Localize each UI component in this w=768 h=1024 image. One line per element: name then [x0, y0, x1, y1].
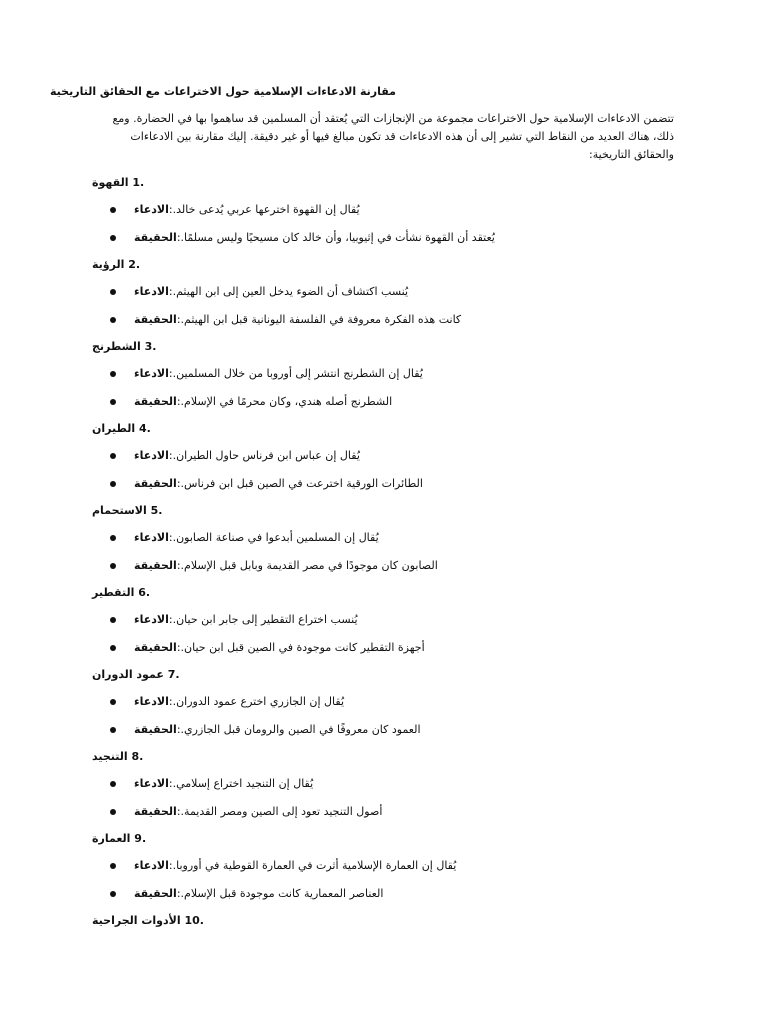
claim-item-5	[110, 530, 379, 546]
fact-line	[134, 722, 421, 738]
fact-label: الحقيقة	[134, 641, 177, 654]
fact-line	[134, 804, 382, 820]
claim-text: يُقال إن عباس ابن فرناس حاول الطيران.	[172, 449, 360, 462]
claim-line	[134, 612, 358, 628]
fact-item-9	[110, 886, 383, 902]
section-title: الأدوات الجراحية	[92, 914, 181, 927]
section-number: 7.	[167, 668, 180, 681]
claim-line	[134, 858, 456, 874]
bullet-icon	[110, 481, 116, 487]
claim-item-3	[110, 366, 423, 382]
label-colon: :	[168, 203, 173, 216]
fact-text: الشطرنج أصله هندي، وكان محرمًا في الإسلام.	[180, 395, 393, 408]
fact-item-4	[110, 476, 423, 492]
section-title: التنجيد	[92, 750, 128, 763]
claim-line	[134, 284, 408, 300]
fact-label: الحقيقة	[134, 313, 177, 326]
fact-label: الحقيقة	[134, 723, 177, 736]
fact-label: الحقيقة	[134, 805, 177, 818]
bullet-icon	[110, 863, 116, 869]
section-heading-3	[92, 339, 492, 355]
bullet-icon	[110, 399, 116, 405]
label-colon: :	[168, 531, 173, 544]
claim-item-1	[110, 202, 360, 218]
section-number: 5.	[150, 504, 163, 517]
claim-item-2	[110, 284, 408, 300]
claim-label: الادعاء	[134, 695, 169, 708]
fact-text: الطائرات الورقية اخترعت في الصين قبل ابن فرناس.	[180, 477, 423, 490]
claim-text: يُقال إن الجازري اخترع عمود الدوران.	[172, 695, 345, 708]
fact-item-7	[110, 722, 421, 738]
bullet-icon	[110, 809, 116, 815]
fact-text: العناصر المعمارية كانت موجودة قبل الإسلام.	[180, 887, 384, 900]
fact-label: الحقيقة	[134, 559, 177, 572]
section-heading-10	[92, 913, 492, 929]
fact-item-5	[110, 558, 438, 574]
label-colon: :	[176, 395, 181, 408]
label-colon: :	[168, 777, 173, 790]
section-number: 2.	[128, 258, 141, 271]
claim-line	[134, 366, 423, 382]
label-colon: :	[176, 723, 181, 736]
section-title: التقطير	[92, 586, 135, 599]
claim-text: يُقال إن الشطرنج انتشر إلى أوروبا من خلال المسلمين.	[172, 367, 423, 380]
claim-item-9	[110, 858, 456, 874]
section-heading-7	[92, 667, 492, 683]
fact-label: الحقيقة	[134, 477, 177, 490]
claim-label: الادعاء	[134, 285, 169, 298]
claim-text: يُقال إن العمارة الإسلامية أثرت في العمارة القوطية في أوروبا.	[172, 859, 457, 872]
fact-line	[134, 640, 425, 656]
claim-text: يُنسب اختراع التقطير إلى جابر ابن حيان.	[172, 613, 358, 626]
fact-line	[134, 312, 461, 328]
section-number: 6.	[138, 586, 151, 599]
section-heading-2	[92, 257, 492, 273]
fact-line	[134, 558, 438, 574]
claim-line	[134, 694, 344, 710]
bullet-icon	[110, 617, 116, 623]
fact-item-1	[110, 230, 495, 246]
section-heading-8	[92, 749, 492, 765]
fact-item-6	[110, 640, 425, 656]
bullet-icon	[110, 289, 116, 295]
fact-label: الحقيقة	[134, 887, 177, 900]
label-colon: :	[168, 367, 173, 380]
label-colon: :	[176, 231, 181, 244]
section-title: الشطرنج	[92, 340, 141, 353]
section-title: الطيران	[92, 422, 136, 435]
fact-label: الحقيقة	[134, 231, 177, 244]
claim-label: الادعاء	[134, 531, 169, 544]
fact-item-2	[110, 312, 461, 328]
fact-text: العمود كان معروفًا في الصين والرومان قبل الجازري.	[180, 723, 421, 736]
fact-line	[134, 230, 495, 246]
claim-item-6	[110, 612, 358, 628]
claim-item-7	[110, 694, 344, 710]
bullet-icon	[110, 891, 116, 897]
fact-item-8	[110, 804, 382, 820]
claim-line	[134, 530, 379, 546]
bullet-icon	[110, 235, 116, 241]
label-colon: :	[176, 313, 181, 326]
bullet-icon	[110, 781, 116, 787]
section-heading-5	[92, 503, 492, 519]
claim-line	[134, 776, 313, 792]
bullet-icon	[110, 727, 116, 733]
label-colon: :	[176, 805, 181, 818]
fact-text: أصول التنجيد تعود إلى الصين ومصر القديمة.	[180, 805, 383, 818]
intro-text: تتضمن الادعاءات الإسلامية حول الاختراعات مجموعة من الإنجازات التي يُعتقد أن المسلمين قد ساهموا بها في الحضارة. ومع ذلك، هناك العديد من النقاط التي تشير إلى أن هذه الادعاءات قد تكون مبالغ فيها أو غير دقيقة. إليك مقارنة بين الادعاءات والحقائق التاريخية:	[112, 112, 674, 161]
label-colon: :	[168, 285, 173, 298]
section-title: العمارة	[92, 832, 131, 845]
fact-line	[134, 394, 392, 410]
label-colon: :	[168, 695, 173, 708]
claim-label: الادعاء	[134, 777, 169, 790]
document-title: مقارنة الادعاءات الإسلامية حول الاختراعات مع الحقائق التاريخية	[50, 85, 396, 98]
fact-item-3	[110, 394, 392, 410]
label-colon: :	[176, 641, 181, 654]
bullet-icon	[110, 207, 116, 213]
fact-text: الصابون كان موجودًا في مصر القديمة وبابل قبل الإسلام.	[180, 559, 438, 572]
section-number: 1.	[132, 176, 145, 189]
bullet-icon	[110, 317, 116, 323]
fact-text: كانت هذه الفكرة معروفة في الفلسفة اليونانية قبل ابن الهيثم.	[180, 313, 462, 326]
claim-text: يُقال إن المسلمين أبدعوا في صناعة الصابون.	[172, 531, 379, 544]
label-colon: :	[168, 859, 173, 872]
section-number: 4.	[138, 422, 151, 435]
claim-label: الادعاء	[134, 449, 169, 462]
intro-paragraph	[92, 110, 674, 164]
section-heading-9	[92, 831, 492, 847]
claim-text: يُقال إن القهوة اخترعها عربي يُدعى خالد.	[172, 203, 360, 216]
claim-item-8	[110, 776, 313, 792]
claim-line	[134, 448, 360, 464]
fact-line	[134, 476, 423, 492]
fact-text: يُعتقد أن القهوة نشأت في إثيوبيا، وأن خالد كان مسيحيًا وليس مسلمًا.	[180, 231, 495, 244]
claim-text: يُنسب اكتشاف أن الضوء يدخل العين إلى ابن الهيثم.	[172, 285, 409, 298]
fact-text: أجهزة التقطير كانت موجودة في الصين قبل ابن حيان.	[180, 641, 425, 654]
section-number: 9.	[134, 832, 147, 845]
section-number: 8.	[131, 750, 144, 763]
section-title: الاستحمام	[92, 504, 147, 517]
bullet-icon	[110, 645, 116, 651]
fact-label: الحقيقة	[134, 395, 177, 408]
bullet-icon	[110, 699, 116, 705]
label-colon: :	[176, 559, 181, 572]
section-heading-6	[92, 585, 492, 601]
claim-line	[134, 202, 360, 218]
bullet-icon	[110, 563, 116, 569]
fact-line	[134, 886, 383, 902]
claim-text: يُقال إن التنجيد اختراع إسلامي.	[172, 777, 314, 790]
claim-item-4	[110, 448, 360, 464]
bullet-icon	[110, 453, 116, 459]
label-colon: :	[176, 477, 181, 490]
claim-label: الادعاء	[134, 367, 169, 380]
section-title: القهوة	[92, 176, 129, 189]
claim-label: الادعاء	[134, 613, 169, 626]
section-number: 10.	[184, 914, 204, 927]
label-colon: :	[168, 449, 173, 462]
section-title: الرؤية	[92, 258, 125, 271]
label-colon: :	[176, 887, 181, 900]
bullet-icon	[110, 535, 116, 541]
section-title: عمود الدوران	[92, 668, 164, 681]
section-heading-4	[92, 421, 492, 437]
label-colon: :	[168, 613, 173, 626]
bullet-icon	[110, 371, 116, 377]
section-heading-1	[92, 175, 492, 191]
claim-label: الادعاء	[134, 203, 169, 216]
section-number: 3.	[144, 340, 157, 353]
claim-label: الادعاء	[134, 859, 169, 872]
